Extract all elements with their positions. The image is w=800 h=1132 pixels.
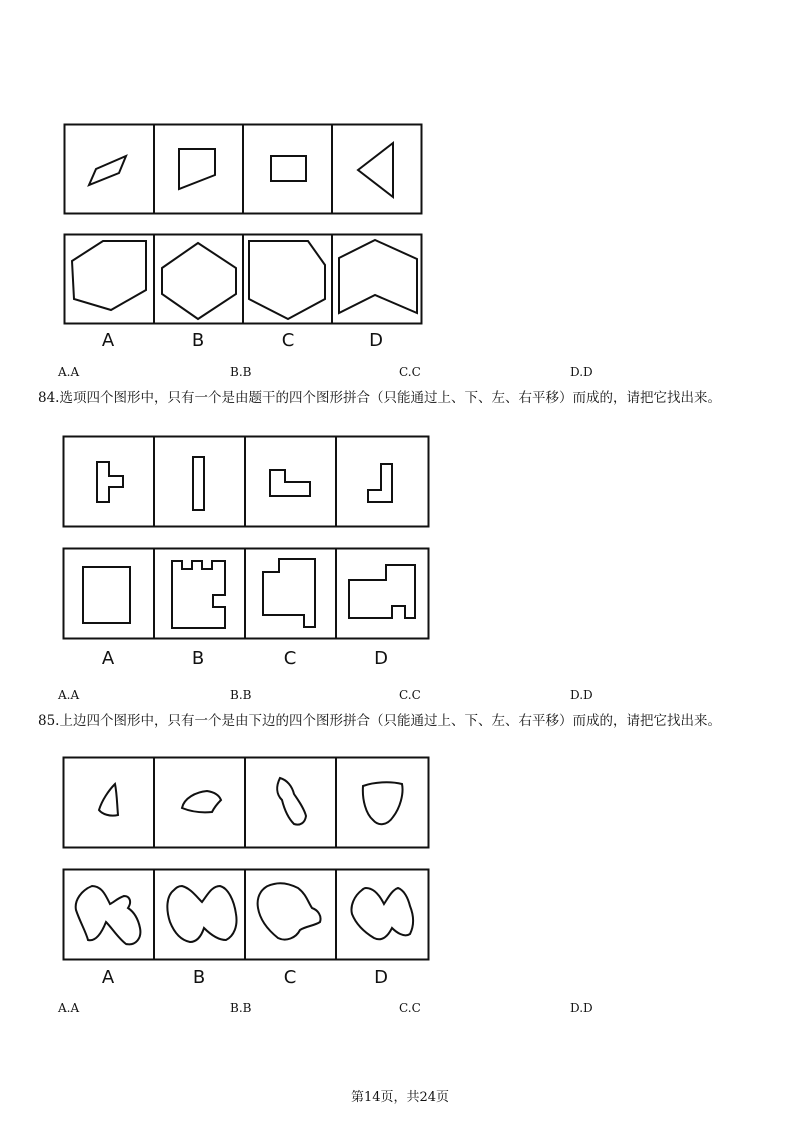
isosceles-trapezoid-shape [358,143,393,197]
irregular-piece-3 [277,778,306,825]
q85-options-panel [62,868,430,961]
trapezoid-shape [179,149,215,189]
l-piece-shape [270,470,310,496]
option-b-hexagon [162,243,236,319]
irregular-piece-2 [182,791,221,812]
option-d-notched-shape [339,240,417,313]
q83-letter-a: A [101,330,115,351]
q83-options-panel [63,233,423,325]
rectangle-shape [271,156,306,181]
q83-stem-panel [63,123,423,215]
option-c-blob [258,883,321,939]
q85-letter-d: D [374,967,388,988]
option-c-l-shape [263,559,315,627]
q85-option-a[interactable]: A.A [58,1001,80,1015]
q83-option-c[interactable]: C.C [399,365,421,379]
q83-option-d[interactable]: D.D [570,365,593,379]
q84-letter-d: D [374,648,388,669]
option-b-blob [167,886,236,942]
q85-option-b[interactable]: B.B [230,1001,252,1015]
q84-number: 84. [38,390,60,406]
option-b-notched-shape [172,561,225,628]
q85-number: 85. [38,713,60,729]
q84-question-text [38,388,738,409]
q85-stem: 上边四个图形中，只有一个是由下边的四个图形拼合（只能通过上、下、左、右平移）而成的，请把它找出来。 [59,713,721,729]
option-a-square [83,567,130,623]
q84-option-d[interactable]: D.D [570,688,593,702]
q85-letter-b: B [192,967,206,988]
parallelogram-shape [89,156,126,185]
q85-option-c[interactable]: C.C [399,1001,421,1015]
irregular-piece-4 [363,782,403,824]
option-d-blob [351,888,413,939]
q83-letter-d: D [369,330,383,351]
q85-stem-panel [62,756,430,849]
q83-letter-c: C [281,330,295,351]
q84-stem-panel [62,435,430,528]
q84-letter-b: B [191,648,205,669]
option-c-hexagon [249,241,325,319]
q84-option-c[interactable]: C.C [399,688,421,702]
option-a-blob [76,886,141,944]
q84-stem: 选项四个图形中，只有一个是由题干的四个图形拼合（只能通过上、下、左、右平移）而成的，请把它找出来。 [59,390,721,406]
q84-option-b[interactable]: B.B [230,688,252,702]
t-piece-shape [97,462,123,502]
q83-option-b[interactable]: B.B [230,365,252,379]
bar-piece-shape [193,457,204,510]
q84-option-a[interactable]: A.A [58,688,80,702]
irregular-piece-1 [99,784,118,816]
page-number-footer: 第14页，共24页 [350,1090,450,1105]
option-a-hexagon [72,241,146,310]
q85-letter-c: C [283,967,297,988]
q83-letter-b: B [191,330,205,351]
j-piece-shape [368,464,392,502]
q83-option-a[interactable]: A.A [58,365,80,379]
q84-options-panel [62,547,430,640]
q84-letter-c: C [283,648,297,669]
q85-option-d[interactable]: D.D [570,1001,593,1015]
q85-letter-a: A [101,967,115,988]
option-d-stepped-shape [349,565,415,618]
q84-letter-a: A [101,648,115,669]
q85-question-text [38,711,738,732]
